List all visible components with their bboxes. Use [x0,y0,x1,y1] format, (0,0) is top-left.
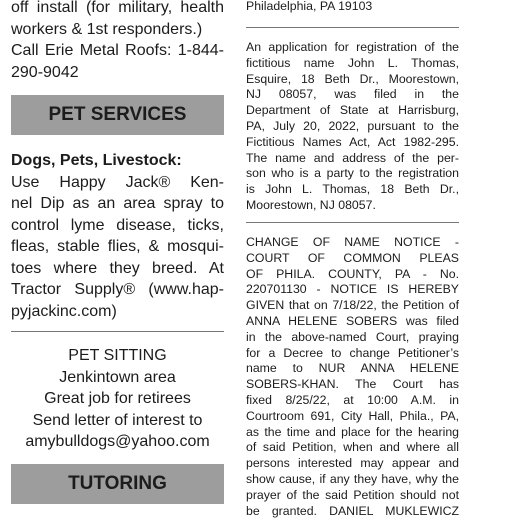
notice-line: fixed 8/25/22, at 10:00 A.M. in [246,392,459,407]
happy-jack-line: Tractor Supply® (www.hap- [11,281,224,298]
pet-sitting-email: amybulldogs@yahoo.com [25,433,210,450]
happy-jack-line: toes where they breed. At [11,259,224,277]
notice-line: Courtroom 691, City Hall, Phila., PA, [246,408,459,423]
pet-services-header [11,95,224,135]
notice-line: be granted. DANIEL MUKLEWICZ [246,503,459,518]
notice-line: GIVEN that on 7/18/22, the Petition of [246,298,459,313]
notice-line: ANNA HELENE SOBERS was filed [246,313,459,328]
notice-line: COURT OF COMMON PLEAS [246,250,459,265]
pet-sitting-line: Great job for retirees [44,390,191,407]
notice-line: PA, July 20, 2022, pursuant to the [246,118,459,133]
happy-jack-line: pyjackinc.com) [11,302,117,320]
happy-jack-line: fleas, stable flies, & mosqui- [11,238,224,255]
notice-line: fictitious name John L. Thomas, [246,55,459,70]
notice-line: 220701130 - NOTICE IS HEREBY [246,282,459,297]
section-divider [11,331,224,332]
notice-line: NJ 08057, was filed in the [246,87,459,102]
tutoring-header-label: TUTORING [68,473,167,494]
notice-line: of said Petition, when and where all [246,440,459,455]
tutoring-header [11,464,224,504]
section-divider [246,222,459,223]
address-block [246,0,459,14]
notice-line: OF PHILA. COUNTY, PA - No. [246,266,459,281]
name-change-notice [246,235,459,519]
notice-line: CHANGE OF NAME NOTICE - [246,235,459,249]
happy-jack-line: nel Dip as an area spray to [11,195,224,212]
address-line: Philadelphia, PA 19103 [246,0,373,13]
pet-sitting-line: Jenkintown area [59,368,176,386]
happy-jack-title: Dogs, Pets, Livestock: [11,152,182,169]
notice-line: Esquire, 18 Beth Dr., Moorestown, [246,71,459,86]
ad-line: 290-9042 [11,63,79,81]
notice-line: show cause, if any they have, why the [246,471,459,486]
notice-line: SOBERS-KHAN. The Court has [246,377,459,392]
pet-sitting-line: PET SITTING [68,347,167,364]
notice-line: Fictitious Names Act, Act 1982-295. [246,134,459,149]
notice-line: persons interested may appear and [246,456,459,471]
notice-line: son who is a party to the registration [246,166,459,181]
pet-services-header-label: PET SERVICES [48,104,187,125]
notice-line: in the above-named Court, praying [246,329,459,344]
notice-line: prayer of the said Petition should not [246,487,459,502]
notice-line: as the time and place for the hearing [246,424,459,439]
notice-line: Moorestown, NJ 08057. [246,197,376,212]
happy-jack-ad [11,150,224,322]
fictitious-name-notice [246,40,459,214]
ad-line: Call Erie Metal Roofs: 1-844- [11,42,224,59]
notice-line: The name and address of the per- [246,150,459,165]
metal-roofs-ad [11,0,224,83]
notice-line: Department of State at Harrisburg, [246,103,459,118]
section-divider [246,27,459,28]
notice-line: An application for registration of the [246,40,459,54]
notice-line: name to NUR ANNA HELENE [246,361,459,376]
ad-line: off install (for military, health [11,0,224,16]
pet-sitting-line: Send letter of interest to [32,411,203,429]
notice-line: for a Decree to change Petitioner’s [246,345,459,360]
pet-sitting-ad [11,345,224,453]
ad-line: workers & 1st responders.) [11,20,203,38]
notice-line: is John L. Thomas, 18 Beth Dr., [246,182,459,197]
happy-jack-line: control lyme disease, ticks, [11,216,224,234]
happy-jack-line: Use Happy Jack® Ken- [11,173,224,191]
